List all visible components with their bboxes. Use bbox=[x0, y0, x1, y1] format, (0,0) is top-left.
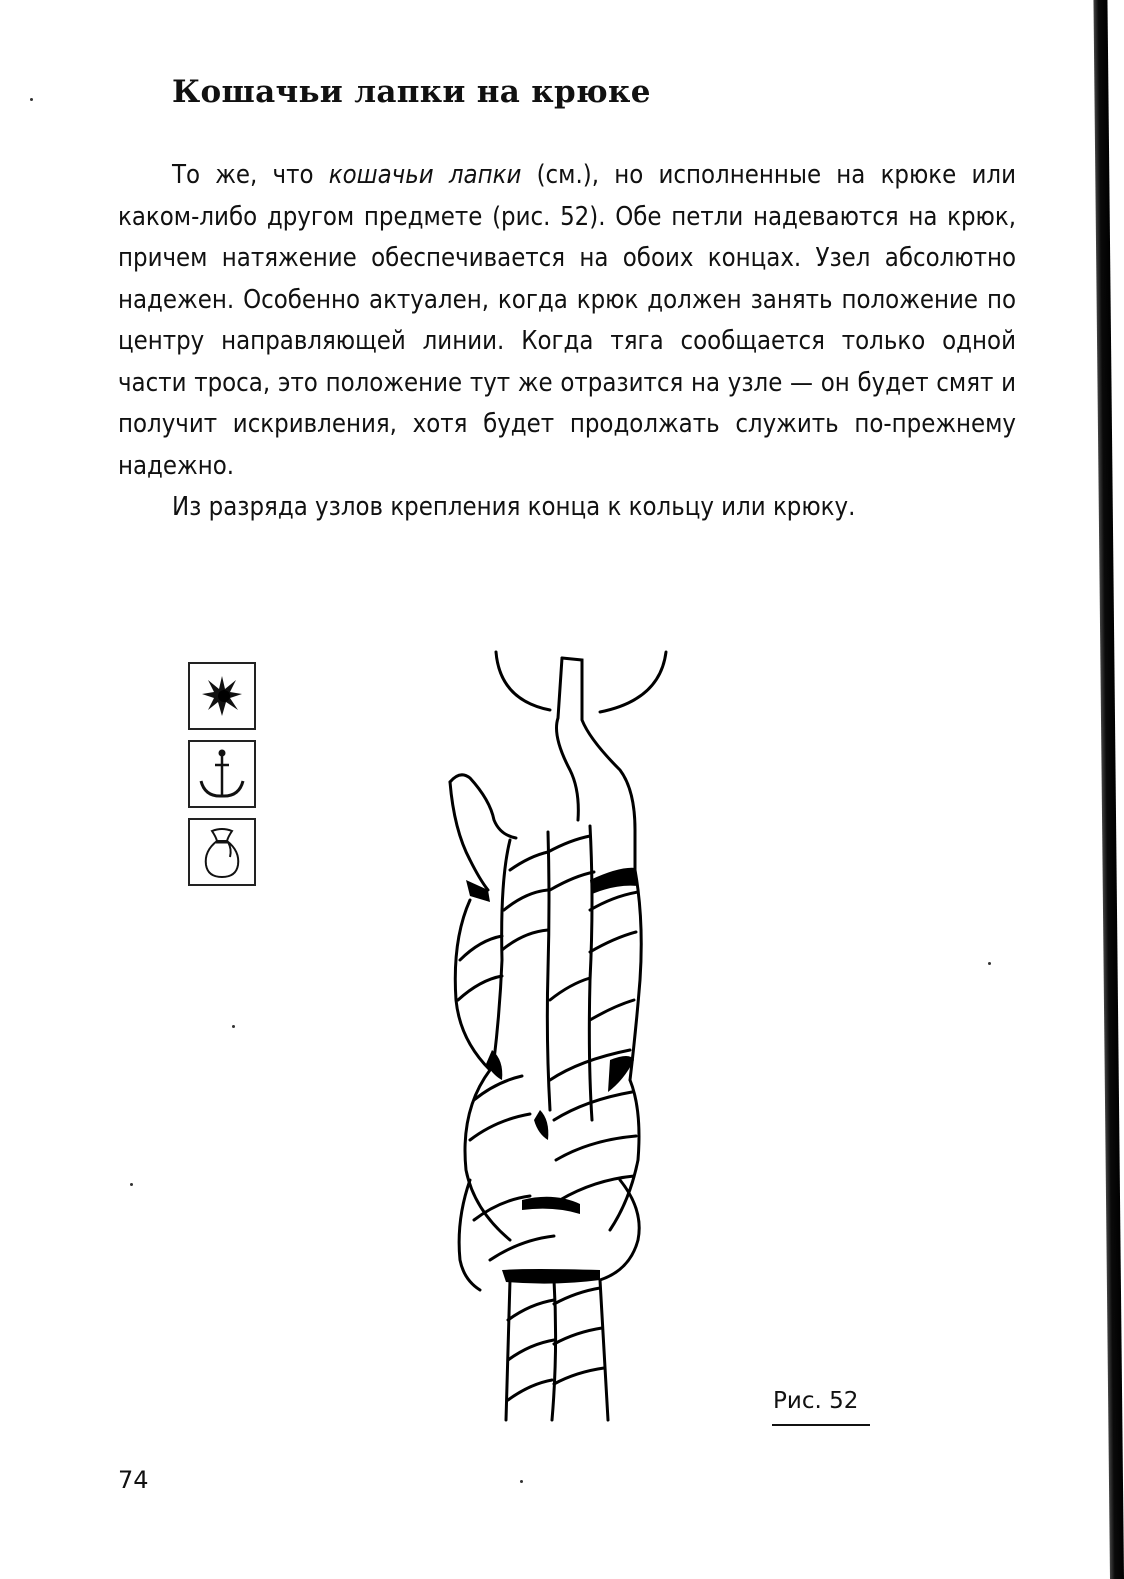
cats-paw-on-hook-icon bbox=[430, 640, 690, 1430]
paragraph-category: Из разряда узлов крепления конца к кольцу или крюку. bbox=[172, 492, 856, 522]
page-binding-edge bbox=[1093, 0, 1124, 1579]
burst-star-icon bbox=[200, 674, 244, 718]
knot-illustration bbox=[430, 640, 690, 1430]
scan-speck bbox=[130, 1183, 133, 1186]
figure-caption: Рис. 52 bbox=[773, 1388, 859, 1414]
icon-frame bbox=[188, 818, 256, 886]
anchor-icon bbox=[197, 747, 247, 801]
body-text bbox=[118, 155, 1016, 529]
paragraph-text: То же, что bbox=[172, 160, 329, 190]
paragraph-description bbox=[118, 155, 1016, 487]
knot-reference: кошачьи лапки bbox=[328, 160, 522, 190]
icon-frame bbox=[188, 662, 256, 730]
icon-frame bbox=[188, 740, 256, 808]
sack-icon bbox=[200, 825, 244, 879]
caption-underline bbox=[772, 1424, 870, 1426]
property-icons bbox=[188, 662, 256, 896]
paragraph-text: (см.), но исполненные на крюке или каком-либо другом предмете (рис. 52). Обе петли надеваются на крюк, причем натяжение обеспечивается на обоих концах. Узел абсолютно надежен. Особенно актуален, когда крюк должен занять положение по центру направляющей линии. Когда тяга сообщается только одной части троса, это положение тут же отразится на узле — он будет смят и получит искривления, хотя будет продолжать служить по-прежнему надежно. bbox=[118, 160, 1016, 481]
scan-speck bbox=[520, 1480, 523, 1483]
section-title: Кошачьи лапки на крюке bbox=[172, 74, 651, 110]
scan-speck bbox=[232, 1025, 235, 1028]
page-number: 74 bbox=[118, 1466, 149, 1494]
scan-speck bbox=[30, 98, 33, 101]
scan-speck bbox=[988, 962, 991, 965]
